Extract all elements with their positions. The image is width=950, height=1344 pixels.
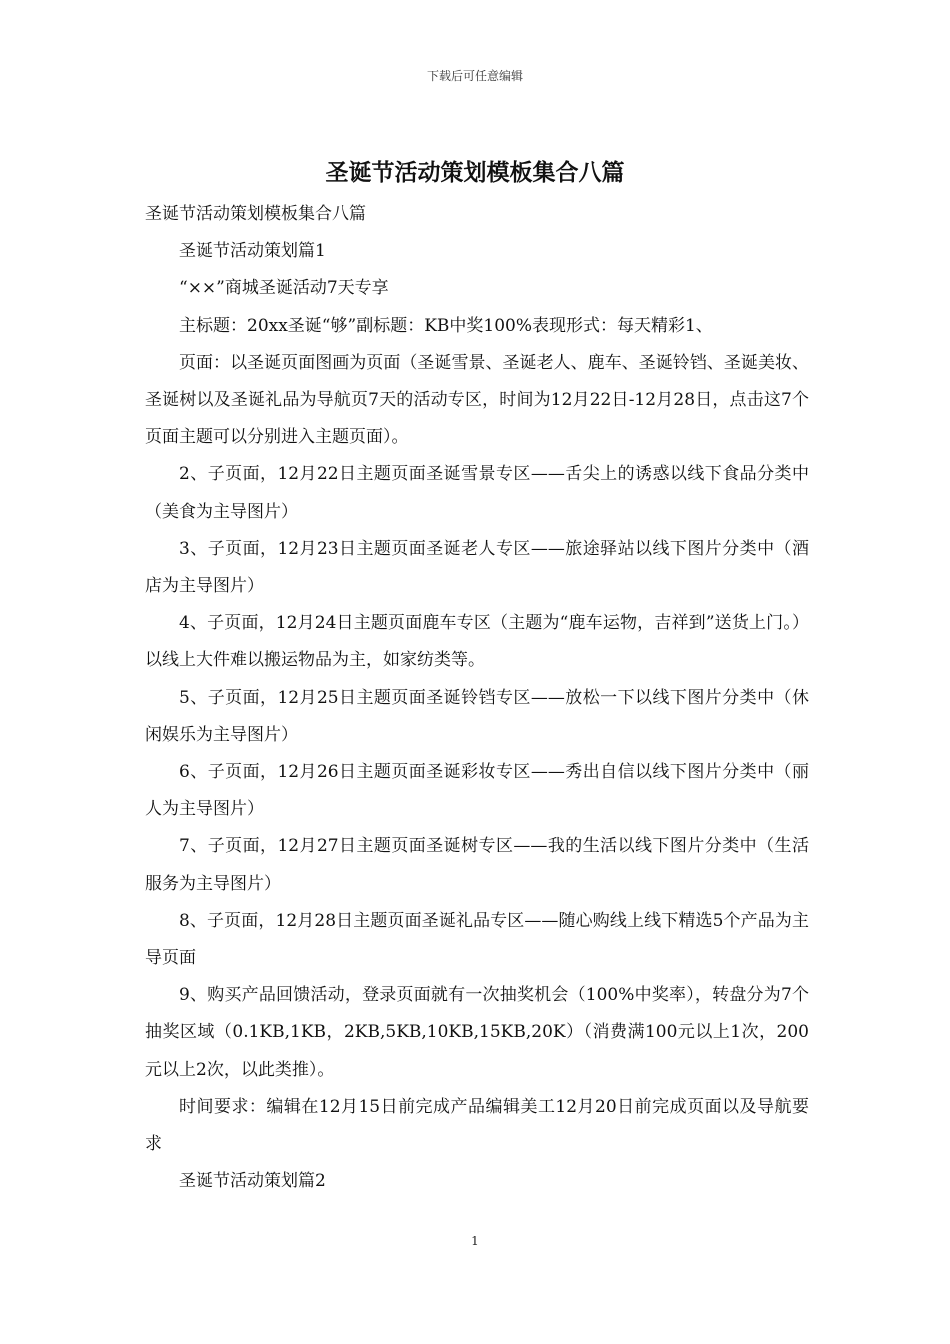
campaign-name-paragraph: “××”商城圣诞活动7天专享	[179, 278, 389, 299]
purchase-reward-paragraph: 9、购买产品回馈活动，登录页面就有一次抽奖机会（100%中奖率），转盘分为7个抽奖区域（0.1KB,1KB，2KB,5KB,10KB,15KB,20K）（消费满100元以上1次，200元以上2次，以此类推）。	[145, 985, 809, 1080]
subpage-2-paragraph: 2、子页面，12月22日主题页面圣诞雪景专区——舌尖上的诱惑以线下食品分类中（美食为主导图片）	[145, 464, 809, 522]
page-number: 1	[471, 1234, 479, 1248]
document-title: 圣诞节活动策划模板集合八篇	[325, 159, 625, 186]
page-header-note: 下载后可任意编辑	[426, 69, 523, 83]
section-heading-part-1: 圣诞节活动策划篇1	[179, 241, 326, 262]
subpage-6-paragraph: 6、子页面，12月26日主题页面圣诞彩妆专区——秀出自信以线下图片分类中（丽人为主导图片）	[145, 762, 809, 820]
main-title-paragraph: 主标题：20xx圣诞“够”副标题：KB中奖100%表现形式：每天精彩1、	[179, 315, 713, 336]
subpage-5-paragraph: 5、子页面，12月25日主题页面圣诞铃铛专区——放松一下以线下图片分类中（休闲娱乐为主导图片）	[145, 687, 809, 745]
section-heading-part-2: 圣诞节活动策划篇2	[179, 1171, 326, 1192]
document-body	[145, 196, 809, 1200]
time-requirement-paragraph: 时间要求：编辑在12月15日前完成产品编辑美工12月20日前完成页面以及导航要求	[145, 1096, 809, 1155]
subpage-7-paragraph: 7、子页面，12月27日主题页面圣诞树专区——我的生活以线下图片分类中（生活服务为主导图片）	[145, 836, 809, 894]
subpage-3-paragraph: 3、子页面，12月23日主题页面圣诞老人专区——旅途驿站以线下图片分类中（酒店为主导图片）	[145, 538, 809, 597]
subpage-4-paragraph: 4、子页面，12月24日主题页面鹿车专区（主题为“鹿车运物，吉祥到”送货上门。）以线上大件难以搬运物品为主，如家纺类等。	[145, 613, 809, 671]
subpage-8-paragraph: 8、子页面，12月28日主题页面圣诞礼品专区——随心购线上线下精选5个产品为主导页面	[145, 910, 809, 969]
page-description-paragraph: 页面：以圣诞页面图画为页面（圣诞雪景、圣诞老人、鹿车、圣诞铃铛、圣诞美妆、圣诞树以及圣诞礼品为导航页7天的活动专区，时间为12月22日-12月28日，点击这7个页面主题可以分别进入主题页面）。	[145, 352, 809, 448]
doc-subtitle-paragraph: 圣诞节活动策划模板集合八篇	[145, 204, 366, 224]
